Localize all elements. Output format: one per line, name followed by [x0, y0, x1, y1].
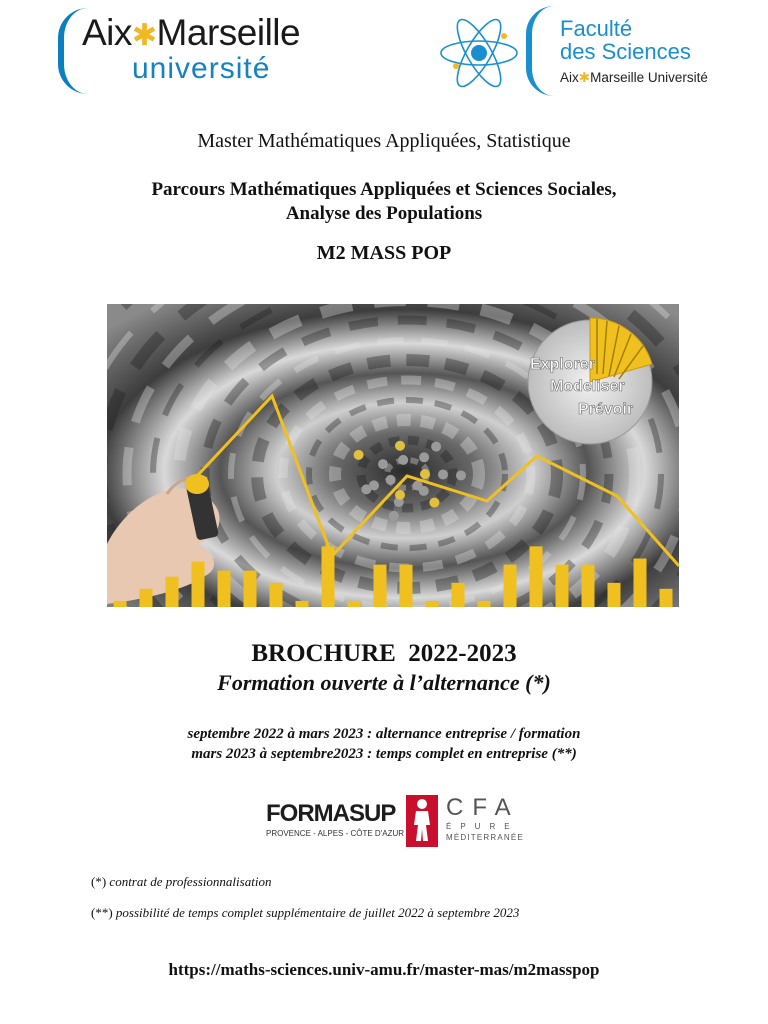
cfa-logo — [446, 794, 546, 842]
amu-logo-wordmark: Aix✱Marseille — [82, 12, 301, 53]
schedule-line-1: septembre 2022 à mars 2023 : alternance entreprise / formation — [187, 726, 581, 742]
crowd-face — [354, 450, 364, 460]
crowd-face — [438, 469, 448, 479]
crowd-face — [413, 481, 423, 491]
pie-label-prevoir: Prévoir — [578, 401, 634, 418]
hero-bar — [660, 589, 673, 607]
cfa-region: MÉDITERRANÉE — [446, 833, 524, 842]
hero-bar — [426, 601, 439, 607]
crowd-face — [419, 452, 429, 462]
hero-bar — [582, 565, 595, 607]
hero-bar — [556, 565, 569, 607]
crowd-face — [420, 469, 430, 479]
atom-icon — [438, 18, 520, 88]
hero-bar — [218, 571, 231, 607]
footnote-2 — [91, 905, 519, 921]
hero-bar — [400, 565, 413, 607]
footnote-2-marker: (**) — [91, 905, 113, 920]
footnote-2-text: possibilité de temps complet supplémentaire de juillet 2022 à septembre 2023 — [115, 905, 520, 920]
faculty-logo — [438, 6, 738, 98]
crowd-face — [456, 470, 466, 480]
hero-bar — [374, 565, 387, 607]
amu-logo — [58, 6, 348, 96]
hero-bar — [244, 571, 257, 607]
formasup-subtitle: PROVENCE - ALPES - CÔTE D'AZUR — [266, 829, 404, 838]
pie-label-modeliser: Modeliser — [550, 378, 625, 395]
footnote-1 — [91, 874, 271, 890]
star-icon: ✱ — [131, 19, 157, 52]
hero-bar — [348, 601, 361, 607]
hero-bar — [114, 601, 127, 607]
program-url-link[interactable]: https://maths-sciences.univ-amu.fr/master-mas/m2masspop — [168, 960, 600, 979]
cfa-epure: ÉPURE — [446, 822, 519, 831]
crowd-face — [389, 511, 399, 521]
hero-bar — [192, 562, 205, 607]
hero-bar — [140, 589, 153, 607]
hero-image — [107, 304, 679, 607]
crowd-face — [386, 475, 396, 485]
faculty-logo-line2: des Sciences — [560, 39, 691, 64]
parcours-title-line2: Analyse des Populations — [285, 203, 483, 224]
footnote-1-text: contrat de professionnalisation — [109, 874, 272, 889]
cfa-name: CFA — [446, 794, 520, 821]
hero-bar — [504, 565, 517, 607]
hero-bar — [296, 601, 309, 607]
cfa-figure-icon — [406, 795, 438, 847]
hero-illustration — [107, 304, 679, 607]
crowd-face — [395, 490, 405, 500]
hero-bar — [270, 583, 283, 607]
amu-logo-universite: université — [132, 52, 271, 85]
parcours-title — [0, 178, 768, 226]
program-title: M2 MASS POP — [316, 242, 452, 264]
schedule-line-2: mars 2023 à septembre2023 : temps complet en entreprise (**) — [191, 746, 577, 762]
hero-bar — [530, 546, 543, 607]
footnote-1-marker: (*) — [91, 874, 107, 889]
crowd-face — [395, 441, 405, 451]
formasup-name: FORMASUP — [266, 800, 396, 827]
crowd-face — [429, 498, 439, 508]
hero-bar — [634, 559, 647, 608]
parcours-title-line1: Parcours Mathématiques Appliquées et Sciences Sociales, — [151, 179, 617, 200]
hero-bar — [478, 601, 491, 607]
hero-bar — [452, 583, 465, 607]
faculty-bracket-mark — [526, 6, 554, 96]
faculty-logo-line1: Faculté — [560, 16, 633, 41]
hero-bar — [608, 583, 621, 607]
brochure-title: BROCHURE 2022-2023 — [251, 640, 517, 667]
hero-bar — [166, 577, 179, 607]
crowd-face — [431, 442, 441, 452]
crowd-face — [398, 455, 408, 465]
pie-label-explorer: Explorer — [530, 356, 595, 373]
small-star-icon: ✱ — [578, 70, 591, 85]
crowd-face — [369, 480, 379, 490]
crowd-face — [378, 459, 388, 469]
master-title: Master Mathématiques Appliquées, Statistique — [197, 130, 571, 152]
faculty-logo-line3: Aix✱Marseille Université — [560, 70, 708, 85]
formasup-logo — [266, 800, 404, 838]
brochure-subtitle: Formation ouverte à l’alternance (*) — [217, 670, 551, 695]
